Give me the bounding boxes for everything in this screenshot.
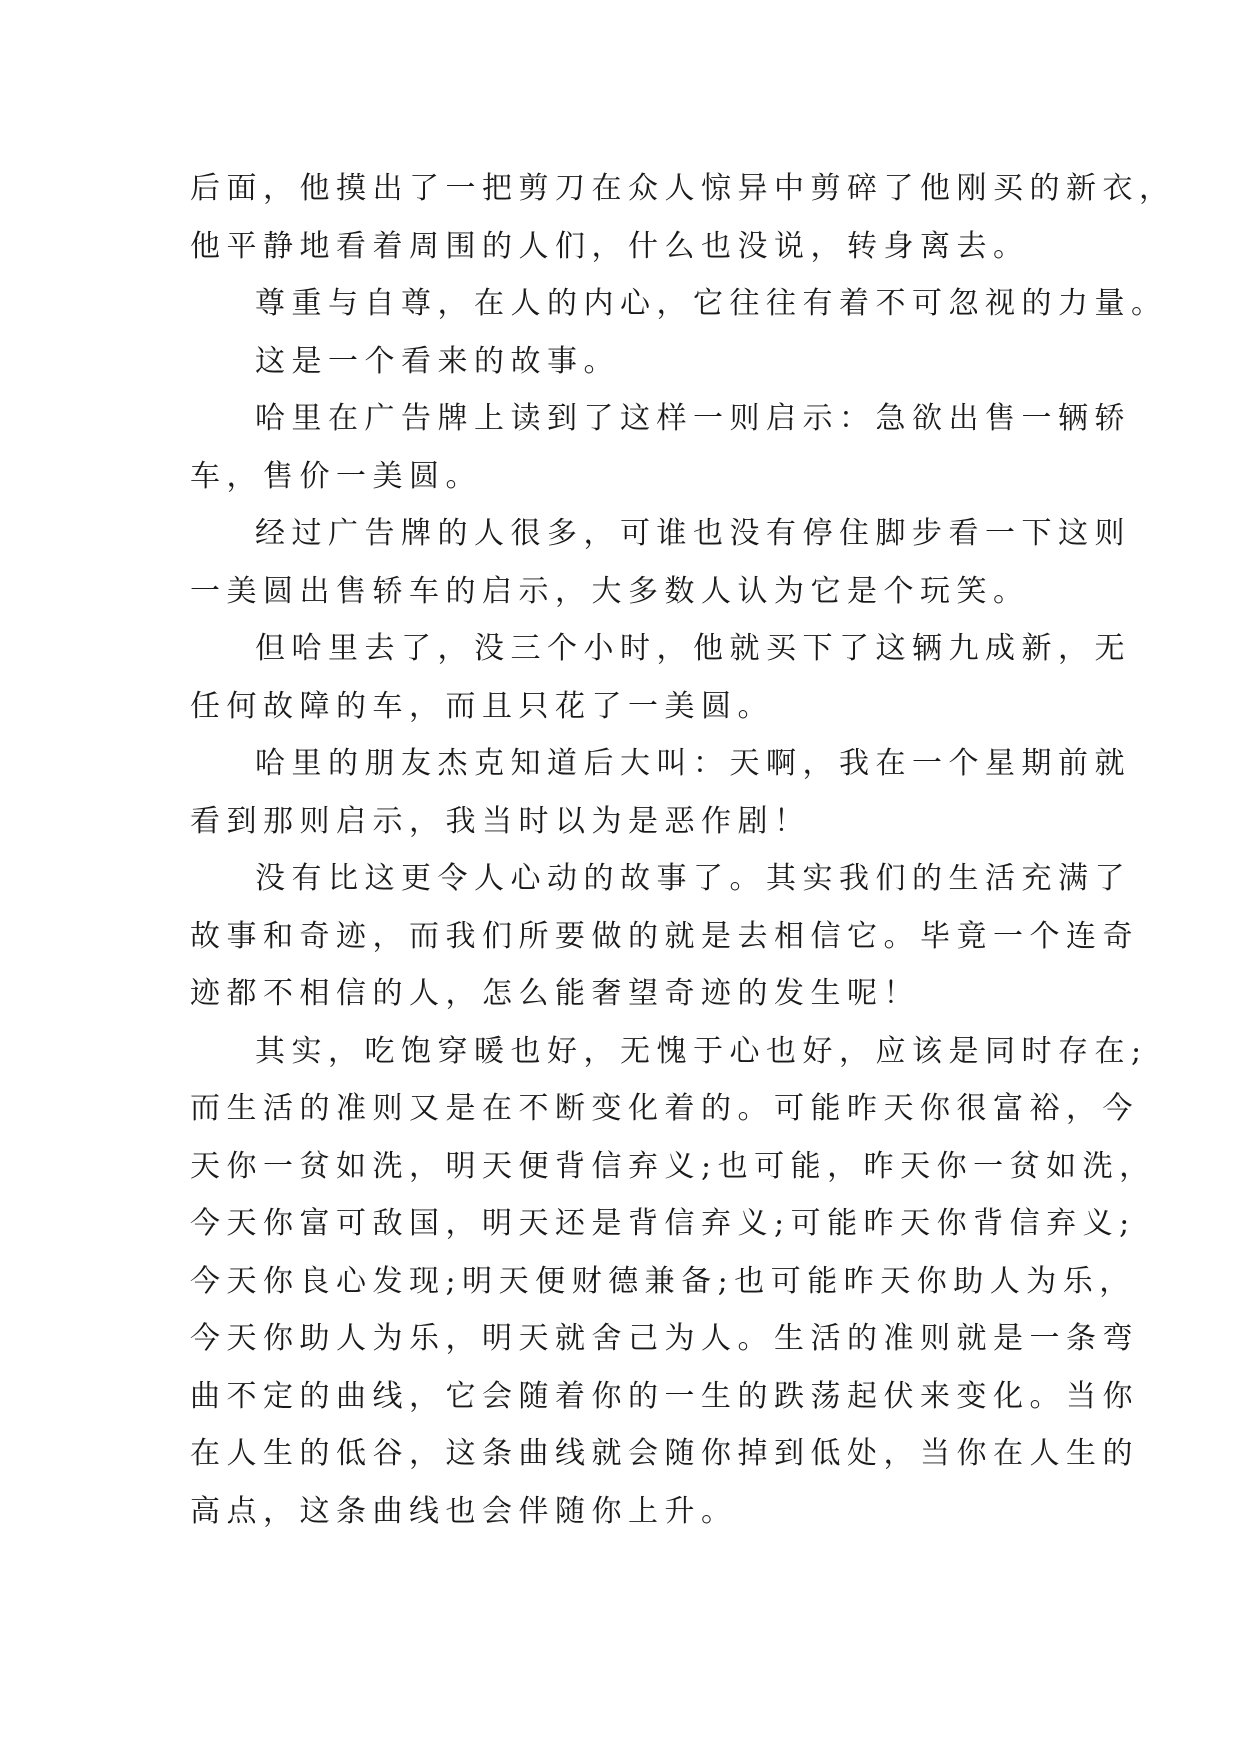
text-line: 任何故障的车，而且只花了一美圆。 [190,688,774,724]
text-line: 在人生的低谷，这条曲线就会随你掉到低处，当你在人生的 [190,1436,1139,1471]
text-line: 其实，吃饱穿暖也好，无愧于心也好，应该是同时存在; [255,1033,1148,1069]
text-line: 后面，他摸出了一把剪刀在众人惊异中剪碎了他刚买的新衣， [190,171,1176,206]
text-line: 但哈里去了，没三个小时，他就买下了这辆九成新，无 [255,631,1131,666]
text-line: 而生活的准则又是在不断变化着的。可能昨天你很富裕，今 [190,1091,1139,1126]
text-line: 他平静地看着周围的人们，什么也没说，转身离去。 [190,228,1030,264]
text-line: 尊重与自尊，在人的内心，它往往有着不可忽视的力量。 [255,286,1168,321]
text-line: 高点，这条曲线也会伴随你上升。 [190,1493,738,1529]
text-line: 哈里的朋友杰克知道后大叫：天啊，我在一个星期前就 [255,746,1131,781]
text-line: 今天你良心发现;明天便财德兼备;也可能昨天你助人为乐， [190,1263,1136,1299]
text-line: 这是一个看来的故事。 [255,343,620,379]
text-line: 没有比这更令人心动的故事了。其实我们的生活充满了 [255,861,1131,896]
text-line: 今天你助人为乐，明天就舍己为人。生活的准则就是一条弯 [190,1321,1139,1356]
text-line: 哈里在广告牌上读到了这样一则启示：急欲出售一辆轿 [255,401,1131,436]
body-text [190,160,1176,1540]
text-line: 今天你富可敌国，明天还是背信弃义;可能昨天你背信弃义; [190,1206,1136,1241]
text-line: 看到那则启示，我当时以为是恶作剧！ [190,803,811,839]
text-line: 天你一贫如洗，明天便背信弃义;也可能，昨天你一贫如洗， [190,1148,1156,1184]
text-line: 经过广告牌的人很多，可谁也没有停住脚步看一下这则 [255,516,1131,551]
text-line: 一美圆出售轿车的启示，大多数人认为它是个玩笑。 [190,573,1030,609]
text-line: 车，售价一美圆。 [190,458,482,494]
text-line: 曲不定的曲线，它会随着你的一生的跌荡起伏来变化。当你 [190,1378,1139,1414]
text-line: 故事和奇迹，而我们所要做的就是去相信它。毕竟一个连奇 [190,918,1139,954]
text-line: 迹都不相信的人，怎么能奢望奇迹的发生呢！ [190,976,920,1011]
